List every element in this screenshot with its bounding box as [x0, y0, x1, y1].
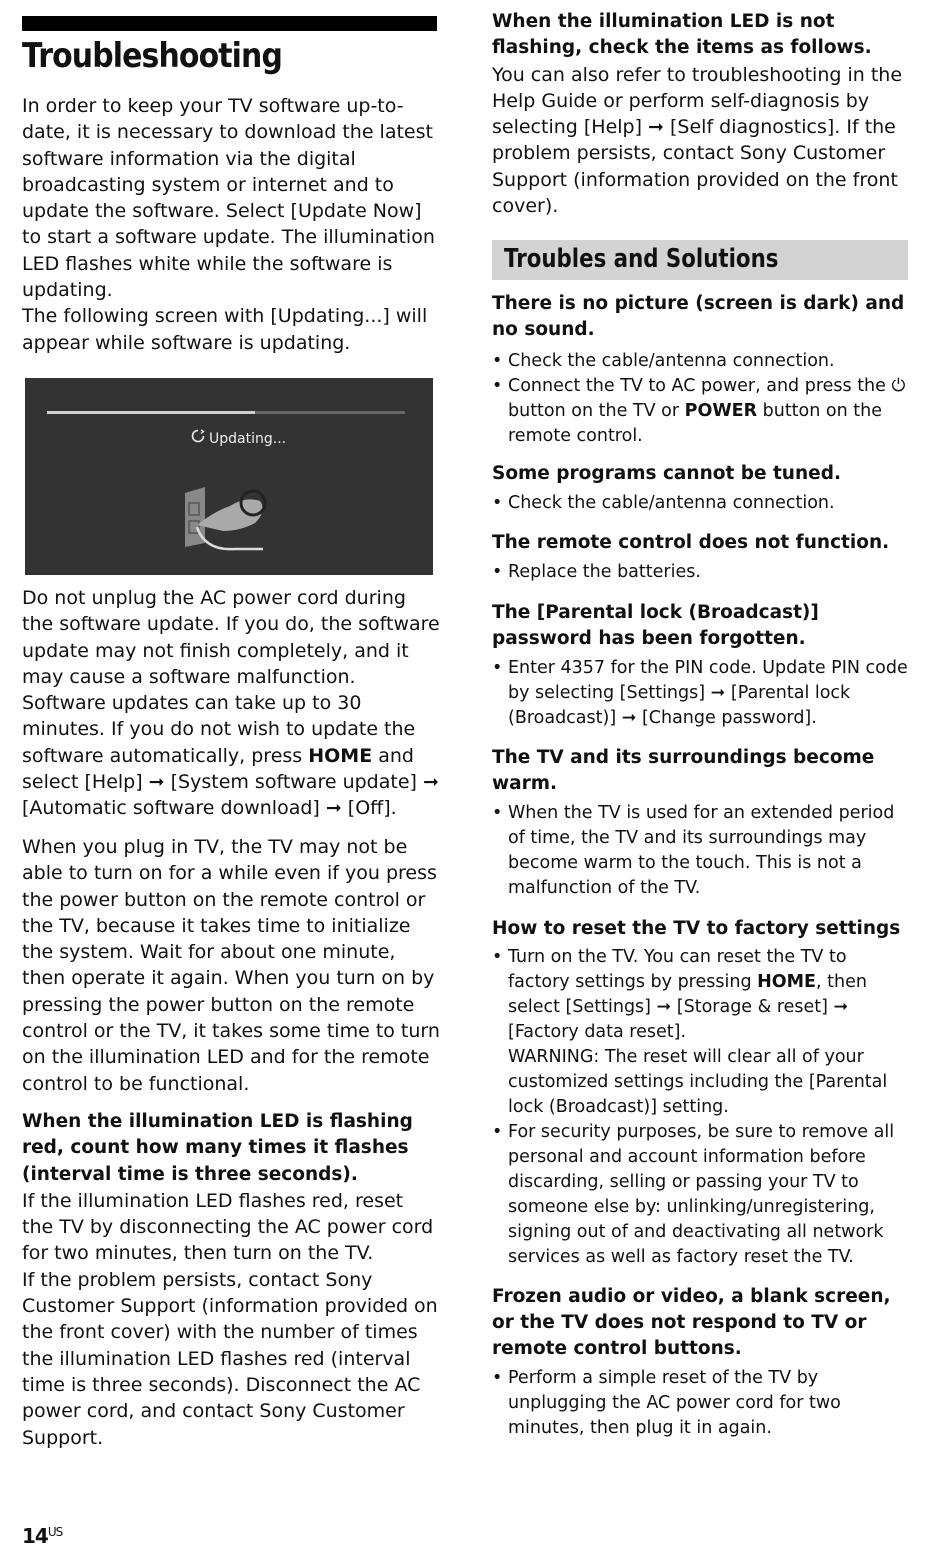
q4-block	[492, 600, 910, 731]
q6-heading: How to reset the TV to factory settings	[492, 918, 901, 939]
list-item: • Replace the batteries.	[492, 560, 910, 585]
list-item	[492, 945, 910, 1120]
home-keyword: HOME	[757, 972, 817, 992]
power-icon: ⏻	[891, 376, 906, 396]
q6-warning-text: WARNING: The reset will clear all of your customized settings including the [Parental lock (Broadcast)] setting.	[508, 1047, 888, 1117]
list-item	[492, 374, 910, 449]
updating-label	[191, 429, 286, 447]
update-progress-bar	[47, 411, 405, 414]
q3-block	[492, 530, 910, 585]
q1-heading: There is no picture (screen is dark) and no sound.	[492, 293, 905, 340]
home-keyword: HOME	[308, 744, 373, 767]
led-not-block	[492, 9, 910, 219]
page-title: Troubleshooting	[22, 36, 282, 76]
list-item: • Check the cable/antenna connection.	[492, 349, 910, 374]
led-red-block	[22, 1109, 440, 1451]
q1-b2-text-2: button on the TV or	[508, 401, 685, 421]
q7-heading: Frozen audio or video, a blank screen, or the TV does not respond to TV or remote control buttons.	[492, 1286, 891, 1359]
intro-paragraph-2: The following screen with [Updating...] will appear while software is updating.	[22, 305, 428, 354]
page-region-suffix: US	[47, 1525, 63, 1539]
q6-block	[492, 916, 910, 1270]
plug-block	[22, 834, 440, 1097]
unplug-text-1: Do not unplug the AC power cord during the software update. If you do, the software update may not finish completely, and it may cause a software malfunction. Software updates can take up to 30 minutes. If you do not wish to update the software automatically, press	[22, 587, 440, 767]
led-not-heading: When the illumination LED is not flashing, check the items as follows.	[492, 11, 872, 59]
list-item: • Check the cable/antenna connection.	[492, 491, 910, 516]
plug-illustration-icon	[175, 481, 275, 556]
plug-paragraph: When you plug in TV, the TV may not be able to turn on for a while even if you press the power button on the remote control or the TV, because it takes time to initialize the system. Wait for about one minute, then operate it again. When you turn on by pressing the power button on the remote control or the TV, it takes some time to turn on the illumination LED and for the remote control to be functional.	[22, 836, 440, 1095]
intro-paragraph: In order to keep your TV software up-to-date, it is necessary to download the latest software information via the digital broadcasting system or internet and to update the software. Select [Update Now] to start a software update. The illumination LED flashes white while the software is updating.	[22, 95, 435, 302]
q2-block	[492, 461, 910, 516]
q3-heading: The remote control does not function.	[492, 532, 890, 553]
led-not-paragraph: You can also refer to troubleshooting in the Help Guide or perform self-diagnosis by selecting [Help] ➞ [Self diagnostics]. If the problem persists, contact Sony Customer Support (information provided on the front cover).	[492, 63, 903, 218]
update-progress-fill	[47, 411, 255, 414]
unplug-paragraph	[22, 585, 442, 822]
q6-b1-text-2: , then select [Settings] ➞ [Storage & reset] ➞ [Factory data reset].	[508, 972, 867, 1042]
unplug-block	[22, 585, 442, 822]
intro-block	[22, 93, 440, 356]
power-keyword: POWER	[684, 401, 758, 421]
solutions-heading-bar	[492, 240, 908, 280]
list-item: • For security purposes, be sure to remove all personal and account information before discarding, selling or passing your TV to someone else by: unlinking/unregistering, signing out of and deactivating all network services as well as factory reset the TV.	[492, 1120, 910, 1270]
q7-block	[492, 1284, 910, 1441]
page-number	[22, 1524, 62, 1548]
unplug-text-2: and select [Help] ➞ [System software update] ➞ [Automatic software download] ➞ [Off].	[22, 744, 439, 820]
list-item: • Perform a simple reset of the TV by unplugging the AC power cord for two minutes, then plug it in again.	[492, 1366, 910, 1441]
updating-screen-image	[25, 378, 433, 575]
q1-block	[492, 291, 910, 449]
led-red-heading: When the illumination LED is flashing red, count how many times it flashes (interval time is three seconds).	[22, 1111, 413, 1185]
title-rule	[22, 16, 437, 31]
q1-b2-text-3: button on the remote control.	[508, 401, 882, 446]
led-red-paragraph-1: If the illumination LED flashes red, reset the TV by disconnecting the AC power cord for two minutes, then turn on the TV.	[22, 1189, 434, 1265]
list-item: • Enter 4357 for the PIN code. Update PIN code by selecting [Settings] ➞ [Parental lock (Broadcast)] ➞ [Change password].	[492, 656, 910, 731]
solutions-heading: Troubles and Solutions	[504, 244, 779, 274]
q2-heading: Some programs cannot be tuned.	[492, 463, 841, 484]
q6-b1-text: Turn on the TV. You can reset the TV to factory settings by pressing	[508, 947, 847, 992]
refresh-icon	[191, 429, 205, 447]
page-number-value: 14	[22, 1524, 48, 1548]
updating-text: Updating...	[209, 431, 287, 447]
q1-b2-text: Connect the TV to AC power, and press the	[508, 376, 892, 396]
q5-heading: The TV and its surroundings become warm.	[492, 747, 875, 794]
led-red-paragraph-2: If the problem persists, contact Sony Customer Support (information provided on the front cover) with the number of times the illumination LED flashes red (interval time is three seconds). Disconnect the AC power cord, and contact Sony Customer Support.	[22, 1268, 438, 1449]
list-item: • When the TV is used for an extended period of time, the TV and its surroundings may become warm to the touch. This is not a malfunction of the TV.	[492, 801, 910, 901]
q5-block	[492, 745, 910, 901]
q4-heading: The [Parental lock (Broadcast)] password has been forgotten.	[492, 602, 819, 649]
